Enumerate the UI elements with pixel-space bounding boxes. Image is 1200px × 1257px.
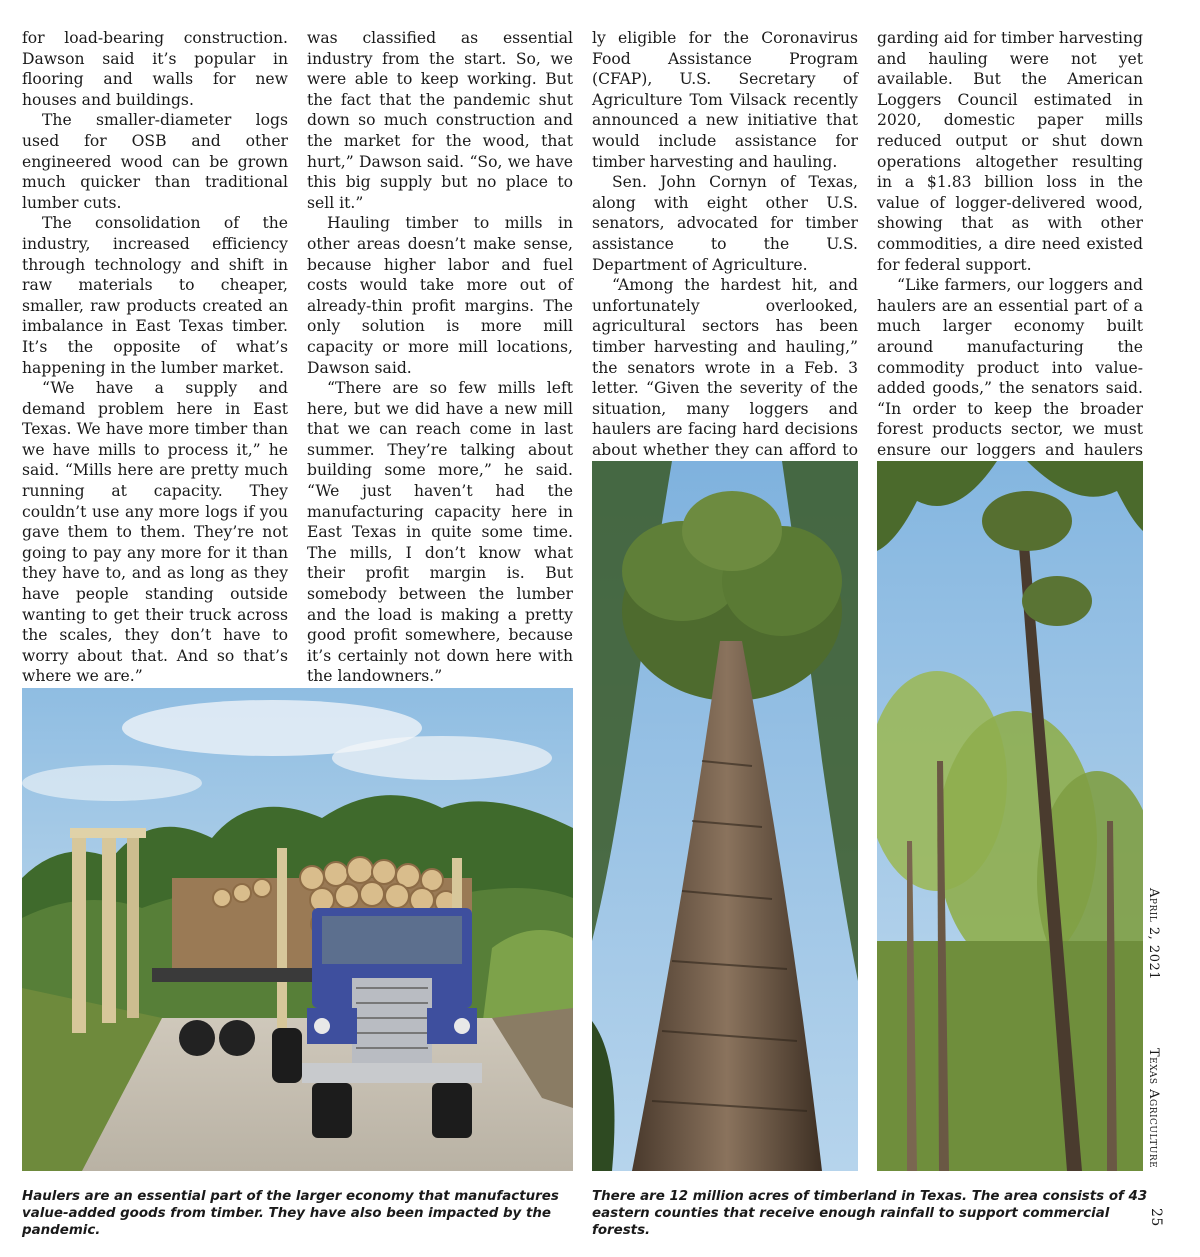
article-paragraph: “There are so few mills left here, but we did have a new mill that we can reach come in last summer. They’re talking about building some more,” he said. “We just haven’t had the manufacturing capacity here in East Texas in quite some time. The mills, I don’t know what their profit margin is. But somebody between the lumber and the load is making a pretty good profit somewhere, because it’s certainly not down here with the landowners.” [307, 379, 573, 686]
article-paragraph: garding aid for timber harvesting and hauling were not yet available. But the American Loggers Council estimated in 2020, domestic paper mills reduced output or shut down operations altogether resulting in a $1.83 billion loss in the value of logger-delivered wood, showing that as with other commodities, a dire need existed for federal support. [877, 29, 1143, 274]
article-paragraph: ly eligible for the Coronavirus Food Assistance Program (CFAP), U.S. Secretary of Agriculture Tom Vilsack recently announced a new initiative that would include assistance for timber harvesting and hauling. [592, 29, 858, 171]
article-paragraph: The smaller-diameter logs used for OSB and other engineered wood can be grown much quicker than traditional lumber cuts. [22, 111, 288, 212]
article-paragraph: The consolidation of the industry, increased efficiency through technology and shift in raw materials to cheaper, smaller, raw products created an imbalance in East Texas timber. It’s the opposite of what’s happening in the lumber market. [22, 214, 288, 377]
truck-photo-caption: Haulers are an essential part of the larger economy that manufactures value-added goods from timber. They have also been impacted by the pandemic. [22, 1189, 559, 1238]
article-paragraph: was classified as essential industry from the start. So, we were able to keep working. But the fact that the pandemic shut down so much construction and the market for the wood, that hurt,” Dawson said. “So, we have this big supply but no place to sell it.” [307, 29, 573, 212]
article-column-4 [877, 28, 1143, 502]
article-paragraph: for load-bearing construction. Dawson said it’s popular in flooring and walls for new houses and buildings. [22, 29, 288, 109]
article-paragraph: “Like farmers, our loggers and haulers are an essential part of a much larger economy built around manufacturing the commodity product into value-added goods,” the senators said. “In order to keep the broader forest products sector, we must ensure our loggers and haulers [877, 276, 1143, 459]
article-paragraph: Hauling timber to mills in other areas doesn’t make sense, because higher labor and fuel costs would take more out of already-thin profit margins. The only solution is more mill capacity or more mill locations, Dawson said. [307, 214, 573, 377]
article-column-3 [592, 28, 858, 522]
article-column-2 [307, 28, 573, 769]
log-truck-photo [22, 688, 573, 1171]
article-column-1 [22, 28, 288, 769]
publication-date: April 2, 2021 [1146, 888, 1161, 981]
article-paragraph: “Among the hardest hit, and unfortunately overlooked, agricultural sectors has been timber harvesting and hauling,” the senators wrote in a Feb. 3 letter. “Given the severity of the situation, many loggers and haulers are facing hard decisions about whether they can afford to [592, 276, 858, 459]
article-paragraph: Sen. John Cornyn of Texas, along with eight other U.S. senators, advocated for timber assistance to the U.S. Department of Agriculture. [592, 173, 858, 274]
tall-pine-photo [592, 461, 858, 1171]
trees-photo-caption: There are 12 million acres of timberland in Texas. The area consists of 43 eastern counties that receive enough rainfall to support commercial forests. [592, 1189, 1148, 1238]
article-paragraph: “We have a supply and demand problem here in East Texas. We have more timber than we have mills to process it,” he said. “Mills here are pretty much running at capacity. They couldn’t use any more logs if you gave them to them. They’re not going to pay any more for it than they have to, and as long as they have people standing outside wanting to get their truck across the scales, they don’t have to worry about that. And so that’s where we are.” [22, 379, 288, 686]
publication-name: Texas Agriculture [1146, 1048, 1161, 1169]
pine-forest-photo [877, 461, 1143, 1171]
page-number: 25 [1148, 1208, 1164, 1227]
